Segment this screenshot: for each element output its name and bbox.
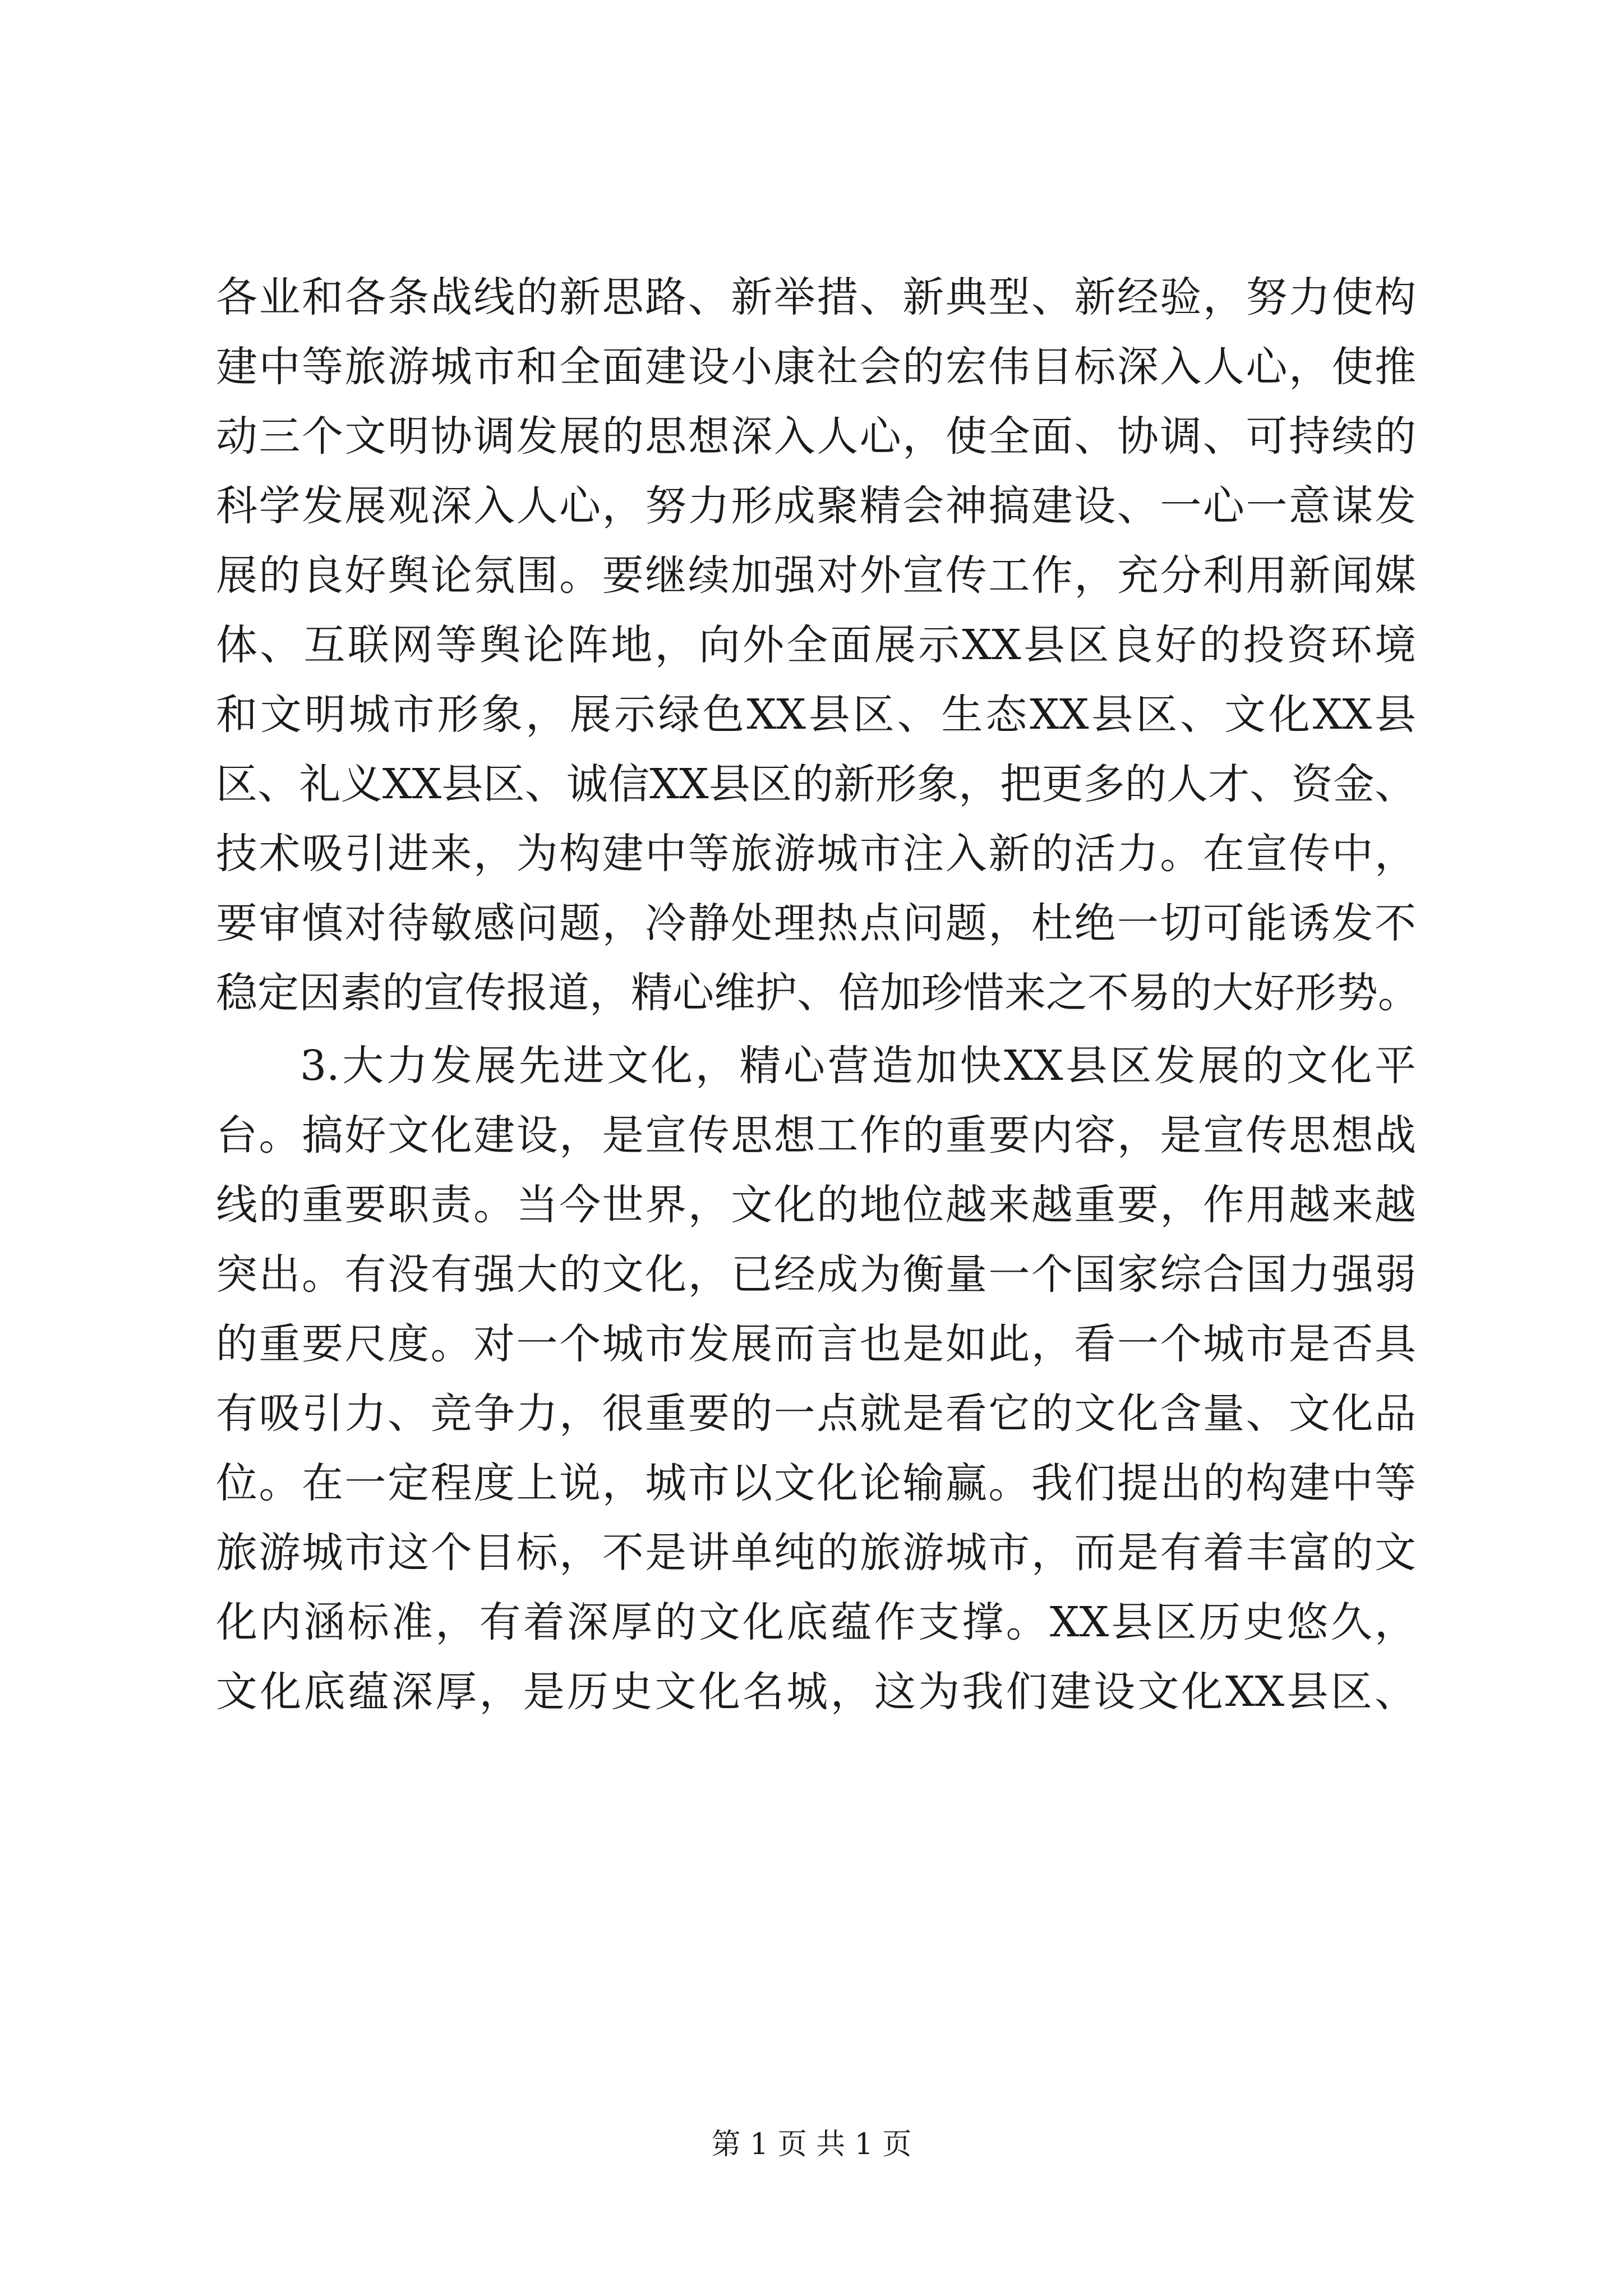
text-line: 动三个文明协调发展的思想深入人心，使全面、协调、可持续的: [216, 412, 1416, 461]
text-line: 文化底蕴深厚，是历史文化名城，这为我们建设文化XX县区、: [216, 1668, 1416, 1716]
text-line: 3.大力发展先进文化，精心营造加快XX县区发展的文化平: [300, 1042, 1416, 1090]
paragraph-1: [216, 263, 1419, 1028]
text-line: 稳定因素的宣传报道，精心维护、倍加珍惜来之不易的大好形势。: [216, 969, 1419, 1017]
text-line: 展的良好舆论氛围。要继续加强对外宣传工作，充分利用新闻媒: [216, 551, 1416, 600]
text-line: 线的重要职责。当今世界，文化的地位越来越重要，作用越来越: [216, 1181, 1416, 1229]
document-body: [216, 263, 1419, 1727]
text-line: 要审慎对待敏感问题，冷静处理热点问题，杜绝一切可能诱发不: [216, 899, 1416, 947]
text-line: 旅游城市这个目标，不是讲单纯的旅游城市，而是有着丰富的文: [216, 1529, 1416, 1577]
text-line: 体、互联网等舆论阵地，向外全面展示XX县区良好的投资环境: [216, 621, 1416, 669]
text-line: 区、礼义XX县区、诚信XX县区的新形象，把更多的人才、资金、: [216, 760, 1416, 808]
text-line: 科学发展观深入人心，努力形成聚精会神搞建设、一心一意谋发: [216, 482, 1416, 530]
text-line: 化内涵标准，有着深厚的文化底蕴作支撑。XX县区历史悠久，: [216, 1598, 1416, 1646]
text-line: 建中等旅游城市和全面建设小康社会的宏伟目标深入人心，使推: [216, 343, 1416, 391]
page-number-footer: 第 1 页 共 1 页: [711, 2128, 912, 2161]
text-line: 台。搞好文化建设，是宣传思想工作的重要内容，是宣传思想战: [216, 1111, 1416, 1159]
text-line: 技术吸引进来，为构建中等旅游城市注入新的活力。在宣传中，: [216, 830, 1416, 878]
text-line: 突出。有没有强大的文化，已经成为衡量一个国家综合国力强弱: [216, 1250, 1416, 1299]
text-line: 有吸引力、竞争力，很重要的一点就是看它的文化含量、文化品: [216, 1389, 1416, 1438]
text-line: 的重要尺度。对一个城市发展而言也是如此，看一个城市是否具: [216, 1320, 1416, 1368]
text-line: 和文明城市形象，展示绿色XX县区、生态XX县区、文化XX县: [216, 691, 1416, 739]
text-line: 位。在一定程度上说，城市以文化论输赢。我们提出的构建中等: [216, 1459, 1416, 1507]
text-line: 各业和各条战线的新思路、新举措、新典型、新经验，努力使构: [216, 273, 1416, 321]
paragraph-2: [216, 1031, 1416, 1727]
